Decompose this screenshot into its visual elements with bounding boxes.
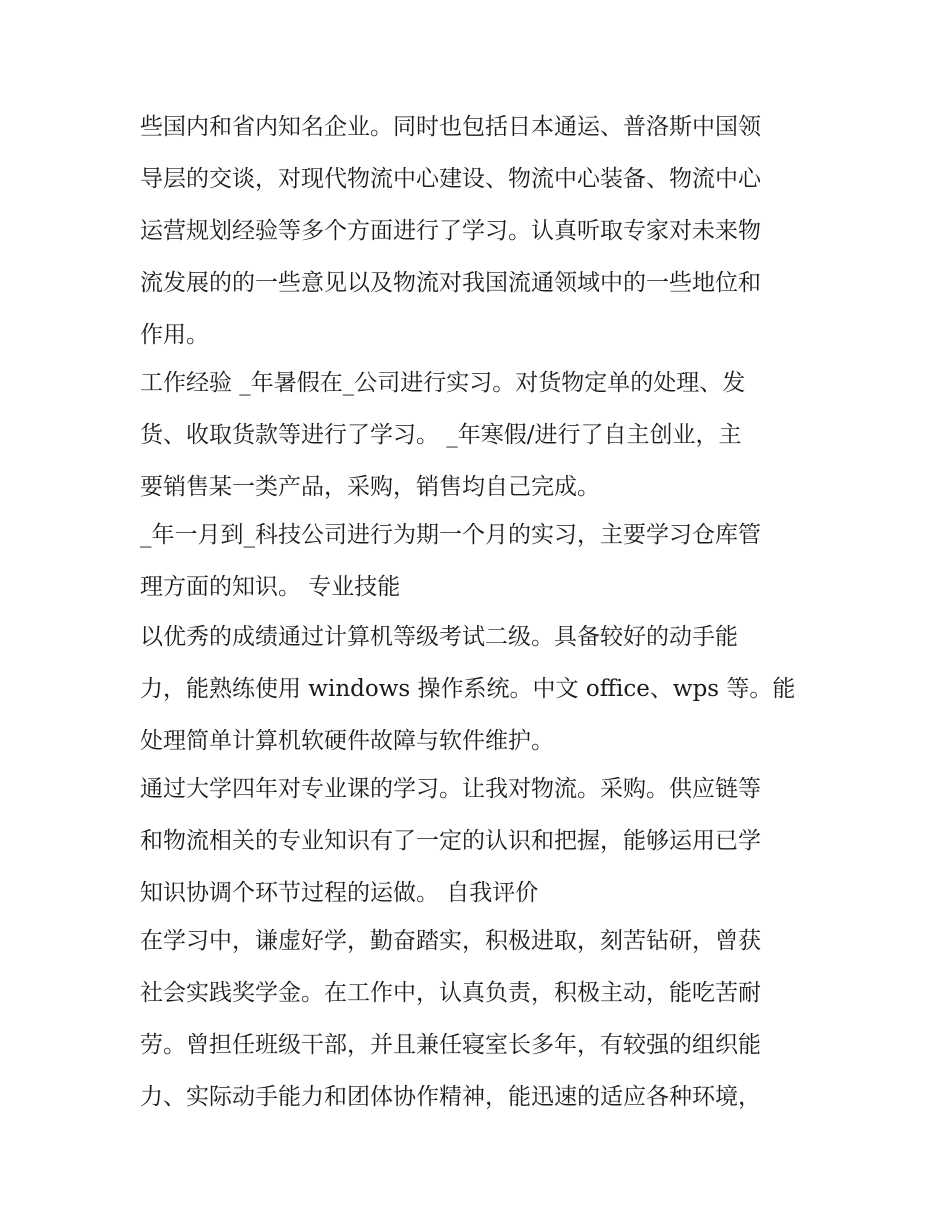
text-line: 要销售某一类产品，采购，销售均自己完成。 bbox=[140, 474, 600, 500]
text-line: _年一月到_科技公司进行为期一个月的实习，主要学习仓库管 bbox=[140, 522, 761, 548]
text-line: 导层的交谈，对现代物流中心建设、物流中心装备、物流中心 bbox=[140, 166, 761, 192]
text-line: 知识协调个环节过程的运做。 自我评价 bbox=[140, 880, 539, 906]
text-line: 以优秀的成绩通过计算机等级考试二级。具备较好的动手能 bbox=[140, 624, 738, 650]
text-line: 在学习中，谦虚好学，勤奋踏实，积极进取，刻苦钻研，曾获 bbox=[140, 928, 761, 954]
text-line: 作用。 bbox=[140, 322, 209, 348]
text-line: 力、实际动手能力和团体协作精神，能迅速的适应各种环境， bbox=[140, 1084, 761, 1110]
text-line: 力，能熟练使用 windows 操作系统。中文 office、wps 等。能 bbox=[140, 676, 796, 702]
text-line: 处理简单计算机软硬件故障与软件维护。 bbox=[140, 728, 554, 754]
text-line: 和物流相关的专业知识有了一定的认识和把握，能够运用已学 bbox=[140, 828, 761, 854]
text-line: 理方面的知识。 专业技能 bbox=[140, 574, 401, 600]
text-line: 流发展的的一些意见以及物流对我国流通领域中的一些地位和 bbox=[140, 270, 761, 296]
text-line: 些国内和省内知名企业。同时也包括日本通运、普洛斯中国领 bbox=[140, 114, 761, 140]
text-line: 货、收取货款等进行了学习。 _年寒假/进行了自主创业，主 bbox=[140, 422, 742, 448]
text-line: 运营规划经验等多个方面进行了学习。认真听取专家对未来物 bbox=[140, 218, 761, 244]
text-line: 通过大学四年对专业课的学习。让我对物流。采购。供应链等 bbox=[140, 776, 761, 802]
text-line: 社会实践奖学金。在工作中，认真负责，积极主动，能吃苦耐 bbox=[140, 980, 761, 1006]
text-line: 工作经验 _年暑假在_公司进行实习。对货物定单的处理、发 bbox=[140, 370, 746, 396]
text-line: 劳。曾担任班级干部，并且兼任寝室长多年，有较强的组织能 bbox=[140, 1032, 761, 1058]
